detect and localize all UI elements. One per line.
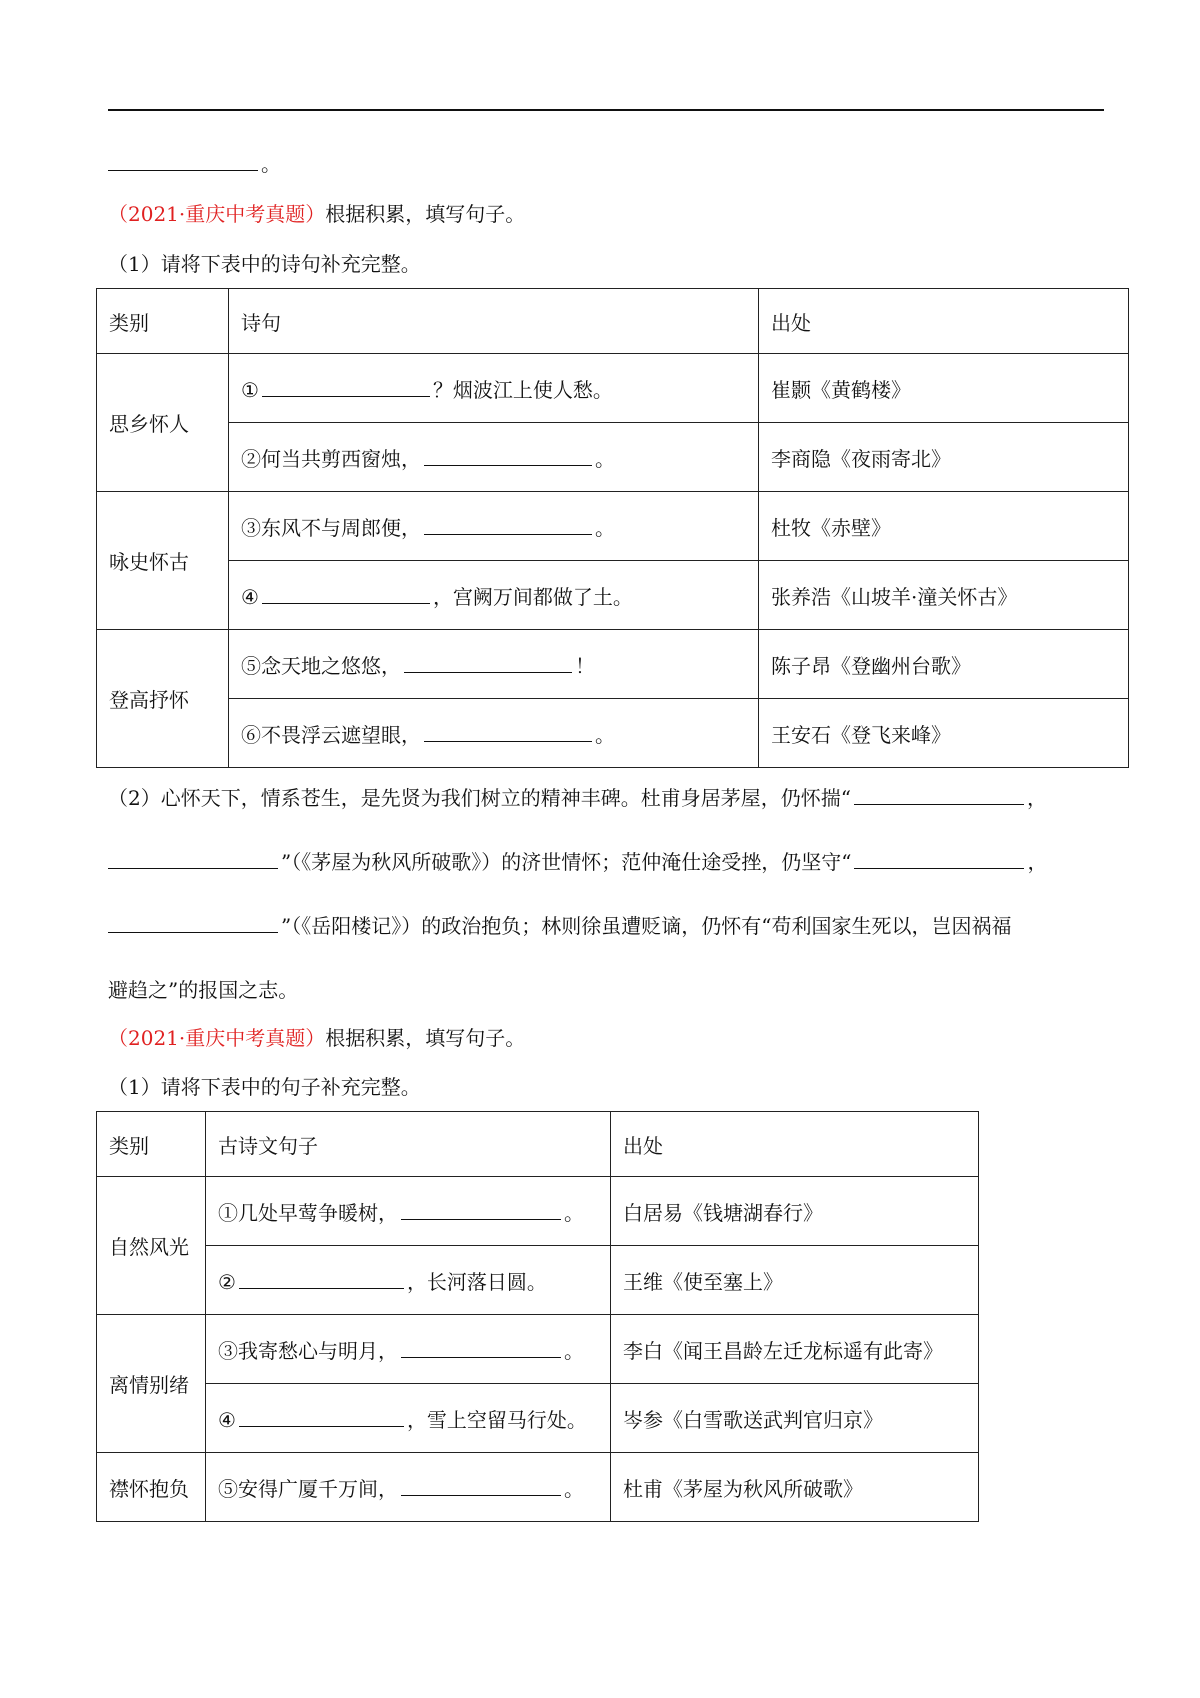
fill-blank[interactable]: [404, 671, 572, 673]
q1-table: [96, 288, 1129, 768]
header-source: 出处: [611, 1112, 979, 1177]
q1-heading: [108, 200, 525, 228]
table-row: [97, 354, 1129, 423]
table-row: [97, 1177, 979, 1246]
table-row: [97, 423, 1129, 492]
sentence-cell: ③我寄愁心与明月， 。: [206, 1315, 611, 1384]
q1-part2: （2）心怀天下，情系苍生，是先贤为我们树立的精神丰碑。杜甫身居茅屋，仍怀揣“ ， ”（《茅屋为秋风所破歌》）的济世情怀；范仲淹仕途受挫，仍坚守“ ， ”（《岳阳楼记》）的政治抱负；林则徐虽遭贬谪，仍怀有“苟利国家生死以，岂因祸福 避趋之”的报国之志。: [108, 786, 1048, 1002]
fill-blank[interactable]: [108, 931, 278, 933]
source-cell: 杜牧《赤壁》: [759, 492, 1129, 561]
source-cell: 李商隐《夜雨寄北》: [759, 423, 1129, 492]
header-sentence: 古诗文句子: [206, 1112, 611, 1177]
source-cell: 王安石《登飞来峰》: [759, 699, 1129, 768]
source-cell: 白居易《钱塘湖春行》: [611, 1177, 979, 1246]
category-cell: 咏史怀古: [97, 492, 229, 630]
q2-source-tag: （2021·重庆中考真题）: [108, 1026, 326, 1050]
category-cell: 自然风光: [97, 1177, 206, 1315]
sentence-cell: ①几处早莺争暖树， 。: [206, 1177, 611, 1246]
answer-line-tail: 。: [108, 150, 281, 178]
fill-blank[interactable]: [262, 395, 430, 397]
header-sentence: 诗句: [229, 289, 759, 354]
q2-part1: （1）请将下表中的句子补充完整。: [108, 1075, 421, 1099]
table-row: [97, 492, 1129, 561]
header-category: 类别: [97, 289, 229, 354]
q2-heading: [108, 1024, 525, 1052]
fill-blank[interactable]: [424, 533, 592, 535]
table-row: [97, 1384, 979, 1453]
fill-blank[interactable]: [854, 803, 1024, 805]
sentence-cell: ④ ，宫阙万间都做了土。: [229, 561, 759, 630]
sentence-cell: ②何当共剪西窗烛， 。: [229, 423, 759, 492]
fill-blank[interactable]: [108, 867, 278, 869]
table-row: [97, 1453, 979, 1522]
table-row: [97, 1315, 979, 1384]
sentence-cell: ② ，长河落日圆。: [206, 1246, 611, 1315]
sentence-cell: ① ？烟波江上使人愁。: [229, 354, 759, 423]
fill-blank[interactable]: [401, 1494, 561, 1496]
top-answer-line: [108, 109, 1104, 111]
source-cell: 崔颢《黄鹤楼》: [759, 354, 1129, 423]
q2-table: [96, 1111, 979, 1522]
sentence-cell: ⑤安得广厦千万间， 。: [206, 1453, 611, 1522]
table-row: [97, 1246, 979, 1315]
source-cell: 杜甫《茅屋为秋风所破歌》: [611, 1453, 979, 1522]
sentence-cell: ④ ，雪上空留马行处。: [206, 1384, 611, 1453]
fill-blank[interactable]: [401, 1218, 561, 1220]
fill-blank[interactable]: [239, 1425, 404, 1427]
source-cell: 王维《使至塞上》: [611, 1246, 979, 1315]
table-row: [97, 630, 1129, 699]
sentence-cell: ⑤念天地之悠悠， ！: [229, 630, 759, 699]
category-cell: 登高抒怀: [97, 630, 229, 768]
header-category: 类别: [97, 1112, 206, 1177]
fill-blank[interactable]: [262, 602, 430, 604]
source-cell: 岑参《白雪歌送武判官归京》: [611, 1384, 979, 1453]
fill-blank[interactable]: [424, 464, 592, 466]
table-row: [97, 699, 1129, 768]
q1-prompt: 根据积累，填写句子。: [325, 202, 526, 226]
source-cell: 陈子昂《登幽州台歌》: [759, 630, 1129, 699]
source-cell: 李白《闻王昌龄左迁龙标遥有此寄》: [611, 1315, 979, 1384]
header-source: 出处: [759, 289, 1129, 354]
fill-blank[interactable]: [401, 1356, 561, 1358]
sentence-cell: ③东风不与周郎便， 。: [229, 492, 759, 561]
fill-blank[interactable]: [239, 1287, 404, 1289]
category-cell: 襟怀抱负: [97, 1453, 206, 1522]
category-cell: 思乡怀人: [97, 354, 229, 492]
table-header-row: [97, 1112, 979, 1177]
sentence-cell: ⑥不畏浮云遮望眼， 。: [229, 699, 759, 768]
q1-source-tag: （2021·重庆中考真题）: [108, 202, 326, 226]
source-cell: 张养浩《山坡羊·潼关怀古》: [759, 561, 1129, 630]
table-header-row: [97, 289, 1129, 354]
fill-blank[interactable]: [854, 867, 1024, 869]
fill-blank[interactable]: [424, 740, 592, 742]
table-row: [97, 561, 1129, 630]
blank: [108, 169, 258, 171]
category-cell: 离情别绪: [97, 1315, 206, 1453]
q2-prompt: 根据积累，填写句子。: [325, 1026, 526, 1050]
q1-part1: （1）请将下表中的诗句补充完整。: [108, 252, 421, 276]
